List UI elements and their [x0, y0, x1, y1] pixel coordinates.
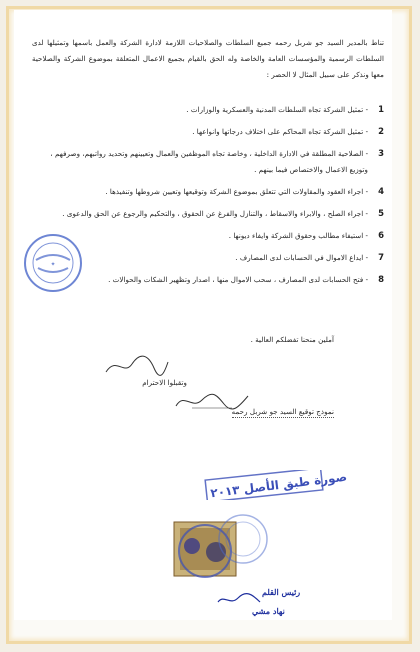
item-number: 1 [378, 105, 384, 115]
signer-title: رئيس القلم [262, 587, 301, 597]
item-text: - ايداع الاموال في الحسابات لدى المصارف . [235, 253, 368, 262]
list-item [32, 250, 384, 266]
signature-icon [102, 350, 172, 380]
list-item [32, 124, 384, 140]
powers-list [32, 102, 384, 294]
item-number: 3 [378, 149, 384, 159]
item-number: 7 [378, 253, 384, 263]
list-item [32, 272, 384, 288]
list-item [32, 184, 384, 200]
round-seal-icon [216, 512, 270, 566]
item-number: 6 [378, 231, 384, 241]
item-text: - الصلاحية المطلقة في الادارة الداخلية ، وخاصة تجاه الموظفين والعمال وتعيينهم وتحديد رواتبهم، وصرفهم ، وتوزيع الاعمال والاختصاص فيما بينهم . [50, 149, 368, 174]
closing-line: آملين منحنا تفضلكم العالية . [250, 335, 334, 345]
item-text: - اجراء العقود والمقاولات التي تتعلق بموضوع الشركة وتوقيعها وتعيين شروطها وتنفيذها . [105, 187, 368, 196]
signer-name: نهاد مشي [252, 606, 285, 616]
certified-copy-stamp: صورة طبق الأصل ٢٠١٣ [209, 469, 348, 501]
round-seal-icon [22, 232, 84, 294]
item-text: - تمثيل الشركة تجاه السلطات المدنية والعسكرية والوزارات . [186, 105, 368, 114]
intro-paragraph: تناط بالمدير السيد جو شربل رحمه جميع السلطات والصلاحيات اللازمة لادارة الشركة والعمل باسمها وتمثيلها لدى السلطات الرسمية والمؤسسات العامة والخاصة وله الحق بالقيام بجميع الاعمال المتعلقة بموضوع الشركة والصلاحية معها ونذكر على سبيل المثال لا الحصر : [32, 38, 384, 80]
regards-line: وتقبلوا الاحترام [142, 378, 187, 388]
sample-signature-icon [172, 388, 252, 414]
document-page [14, 10, 392, 620]
item-text: - اجراء الصلح ، والابراء والاسقاط ، والتنازل والفرغ عن الحقوق ، والتحكيم والرجوع عن الحق والدعوى . [62, 209, 368, 218]
item-number: 8 [378, 275, 384, 285]
item-number: 4 [378, 187, 384, 197]
list-item [32, 228, 384, 244]
signature-sample-label: نموذج توقيع السيد جو شربل رحمه [231, 407, 334, 417]
item-number: 5 [378, 209, 384, 219]
item-text: - استيفاء مطالب وحقوق الشركة وايفاء ديونها . [228, 231, 368, 240]
item-text: - فتح الحسابات لدى المصارف ، سحب الاموال منها ، اصدار وتظهير الشكات والحوالات . [108, 275, 368, 284]
item-number: 2 [378, 127, 384, 137]
item-text: - تمثيل الشركة تجاه المحاكم على اختلاف درجاتها وانواعها . [192, 127, 368, 136]
list-item [32, 206, 384, 222]
svg-text:✦: ✦ [50, 261, 56, 268]
list-item [32, 102, 384, 118]
list-item [32, 146, 384, 178]
